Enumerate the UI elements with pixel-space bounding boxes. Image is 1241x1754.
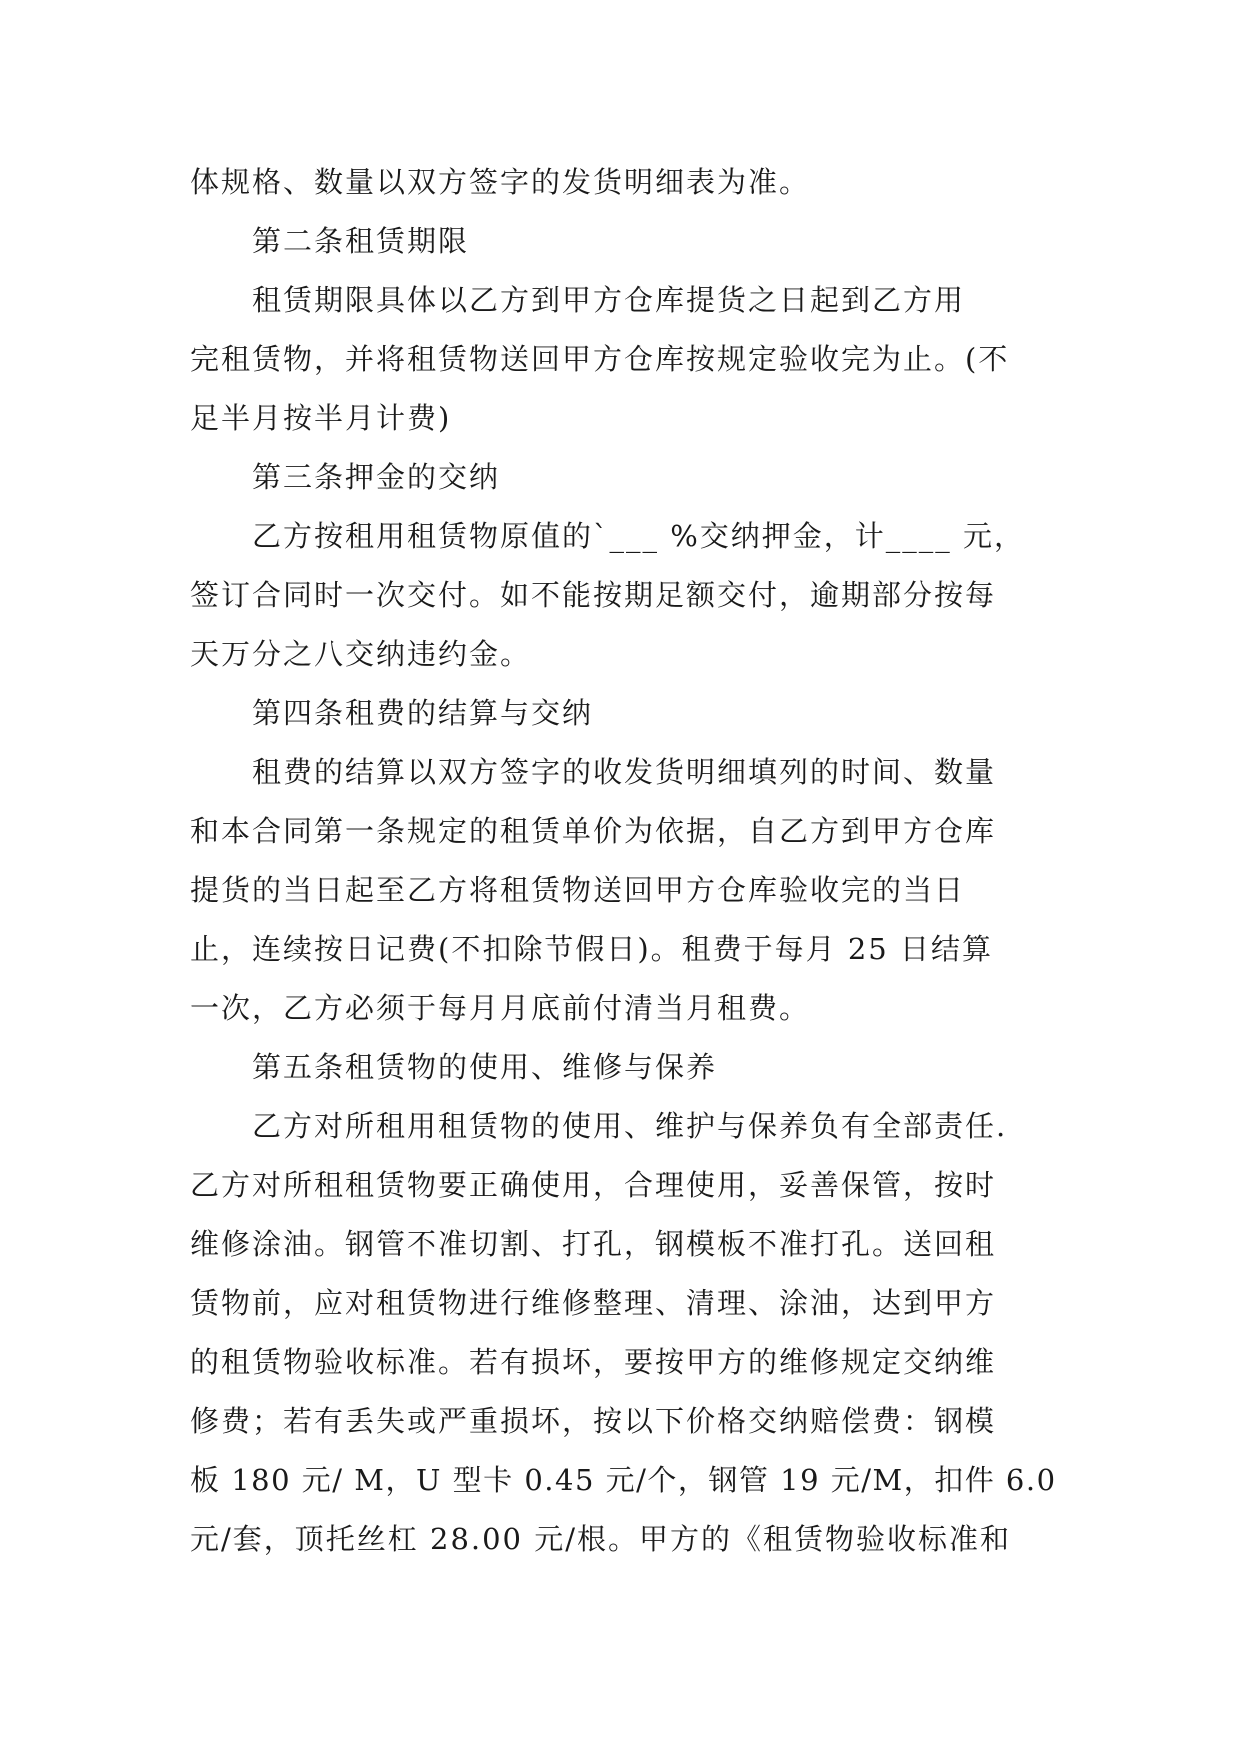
text-line: 完租赁物，并将租赁物送回甲方仓库按规定验收完为止。(不	[190, 342, 1010, 376]
text-line: 止，连续按日记费(不扣除节假日)。租费于每月 25 日结算	[190, 932, 993, 966]
text-line: 乙方对所租用租赁物的使用、维护与保养负有全部责任.	[252, 1109, 1008, 1143]
text-line: 签订合同时一次交付。如不能按期足额交付，逾期部分按每	[190, 578, 997, 612]
text-line: 修费；若有丢失或严重损坏，按以下价格交纳赔偿费：钢模	[190, 1404, 997, 1438]
text-line: 板 180 元/ M，U 型卡 0.45 元/个，钢管 19 元/M，扣件 6.0	[190, 1463, 1057, 1497]
text-line: 维修涂油。钢管不准切割、打孔，钢模板不准打孔。送回租	[190, 1227, 997, 1261]
text-line: 乙方按租用租赁物原值的`___ %交纳押金，计____ 元，	[252, 519, 1025, 553]
text-line: 提货的当日起至乙方将租赁物送回甲方仓库验收完的当日	[190, 873, 966, 907]
text-line: 一次，乙方必须于每月月底前付清当月租费。	[190, 991, 811, 1025]
section-heading-4: 第四条租费的结算与交纳	[252, 696, 594, 730]
section-heading-5: 第五条租赁物的使用、维修与保养	[252, 1050, 718, 1084]
text-line: 赁物前，应对租赁物进行维修整理、清理、涂油，达到甲方	[190, 1286, 997, 1320]
text-line: 天万分之八交纳违约金。	[190, 637, 532, 671]
text-line: 租赁期限具体以乙方到甲方仓库提货之日起到乙方用	[252, 283, 966, 317]
section-heading-2: 第二条租赁期限	[252, 224, 470, 258]
text-line: 体规格、数量以双方签字的发货明细表为准。	[190, 165, 811, 199]
text-line: 和本合同第一条规定的租赁单价为依据，自乙方到甲方仓库	[190, 814, 997, 848]
text-line: 的租赁物验收标准。若有损坏，要按甲方的维修规定交纳维	[190, 1345, 997, 1379]
text-line: 乙方对所租租赁物要正确使用，合理使用，妥善保管，按时	[190, 1168, 997, 1202]
section-heading-3: 第三条押金的交纳	[252, 460, 501, 494]
text-line: 足半月按半月计费)	[190, 401, 452, 435]
text-line: 元/套，顶托丝杠 28.00 元/根。甲方的《租赁物验收标准和	[190, 1522, 1011, 1556]
text-line: 租费的结算以双方签字的收发货明细填列的时间、数量	[252, 755, 997, 789]
